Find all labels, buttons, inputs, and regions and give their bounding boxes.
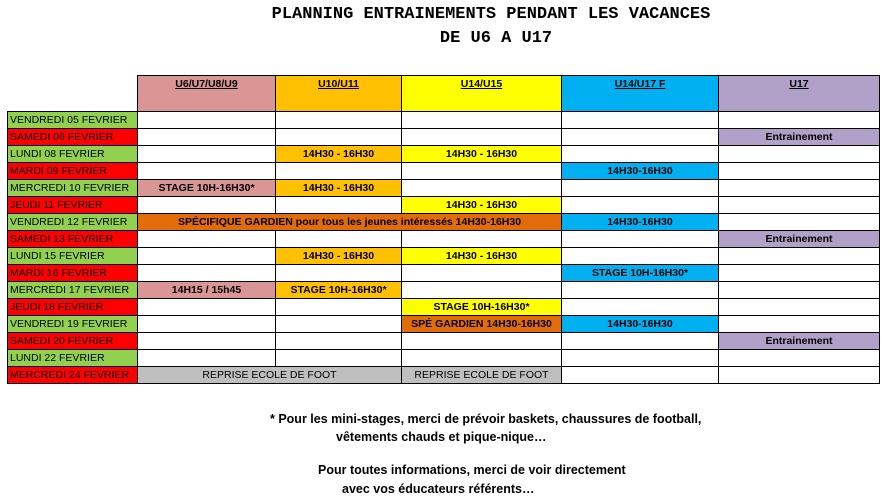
session-cell bbox=[562, 299, 719, 316]
table-row bbox=[8, 367, 880, 384]
session-cell bbox=[276, 129, 402, 146]
session-cell bbox=[402, 265, 562, 282]
session-cell bbox=[719, 180, 880, 197]
day-cell: JEUDI 11 FEVRIER bbox=[8, 197, 138, 214]
session-cell bbox=[138, 231, 276, 248]
session-cell bbox=[562, 248, 719, 265]
session-cell bbox=[276, 350, 402, 367]
session-cell bbox=[402, 163, 562, 180]
page-title: PLANNING ENTRAINEMENTS PENDANT LES VACANCES bbox=[271, 5, 711, 24]
session-cell bbox=[138, 350, 276, 367]
session-cell bbox=[719, 112, 880, 129]
session-cell bbox=[138, 163, 276, 180]
day-cell: VENDREDI 19 FEVRIER bbox=[8, 316, 138, 333]
session-cell-reprise: REPRISE ECOLE DE FOOT bbox=[402, 367, 562, 384]
col-header-u14-u17-f: U14/U17 F bbox=[562, 76, 719, 112]
day-cell: VENDREDI 05 FEVRIER bbox=[8, 112, 138, 129]
table-row bbox=[8, 333, 880, 350]
table-row bbox=[8, 265, 880, 282]
footer-note-stages: * Pour les mini-stages, merci de prévoir baskets, chaussures de football, bbox=[270, 412, 702, 426]
session-cell bbox=[719, 214, 880, 231]
day-cell: LUNDI 15 FEVRIER bbox=[8, 248, 138, 265]
table-row bbox=[8, 299, 880, 316]
session-cell bbox=[562, 231, 719, 248]
table-row bbox=[8, 180, 880, 197]
session-cell: 14H30 - 16H30 bbox=[276, 248, 402, 265]
day-cell: MERCREDI 10 FEVRIER bbox=[8, 180, 138, 197]
session-cell: STAGE 10H-16H30* bbox=[138, 180, 276, 197]
session-cell bbox=[719, 299, 880, 316]
session-cell bbox=[562, 350, 719, 367]
session-cell bbox=[138, 146, 276, 163]
session-cell bbox=[402, 180, 562, 197]
session-cell bbox=[138, 248, 276, 265]
session-cell bbox=[562, 333, 719, 350]
table-row bbox=[8, 112, 880, 129]
session-cell bbox=[562, 197, 719, 214]
table-row bbox=[8, 163, 880, 180]
session-cell: 14H30 - 16H30 bbox=[276, 146, 402, 163]
day-cell: MERCREDI 24 FEVRIER bbox=[8, 367, 138, 384]
session-cell bbox=[562, 282, 719, 299]
session-cell bbox=[719, 248, 880, 265]
session-cell bbox=[138, 197, 276, 214]
table-row bbox=[8, 197, 880, 214]
day-cell: MARDI 16 FEVRIER bbox=[8, 265, 138, 282]
session-cell: 14H15 / 15h45 bbox=[138, 282, 276, 299]
session-cell: Entrainement bbox=[719, 231, 880, 248]
header-corner bbox=[8, 76, 138, 112]
session-cell bbox=[562, 367, 719, 384]
table-row bbox=[8, 316, 880, 333]
day-cell: JEUDI 18 FEVRIER bbox=[8, 299, 138, 316]
session-cell bbox=[562, 146, 719, 163]
table-row bbox=[8, 248, 880, 265]
session-cell: STAGE 10H-16H30* bbox=[562, 265, 719, 282]
session-cell bbox=[138, 316, 276, 333]
session-cell bbox=[562, 129, 719, 146]
col-header-u17: U17 bbox=[719, 76, 880, 112]
session-cell-goalkeeper: SPÉ GARDIEN 14H30-16H30 bbox=[402, 316, 562, 333]
session-cell: 14H30-16H30 bbox=[562, 163, 719, 180]
session-cell bbox=[719, 197, 880, 214]
session-cell: 14H30-16H30 bbox=[562, 316, 719, 333]
session-cell-goalkeeper: SPÉCIFIQUE GARDIEN pour tous les jeunes intéressés 14H30-16H30 bbox=[138, 214, 562, 231]
session-cell bbox=[402, 231, 562, 248]
header-row bbox=[8, 76, 880, 112]
table-row bbox=[8, 129, 880, 146]
footer-note-stages-cont: vêtements chauds et pique-nique… bbox=[336, 430, 547, 444]
day-cell: SAMEDI 06 FEVRIER bbox=[8, 129, 138, 146]
session-cell: Entrainement bbox=[719, 129, 880, 146]
footer-note-info-cont: avec vos éducateurs référents… bbox=[342, 482, 535, 496]
session-cell bbox=[138, 112, 276, 129]
session-cell bbox=[276, 197, 402, 214]
session-cell bbox=[719, 146, 880, 163]
session-cell bbox=[719, 350, 880, 367]
session-cell: 14H30-16H30 bbox=[562, 214, 719, 231]
day-cell: SAMEDI 13 FEVRIER bbox=[8, 231, 138, 248]
session-cell bbox=[276, 333, 402, 350]
table-row bbox=[8, 282, 880, 299]
day-cell: SAMEDI 20 FEVRIER bbox=[8, 333, 138, 350]
session-cell bbox=[276, 231, 402, 248]
session-cell bbox=[719, 163, 880, 180]
day-cell: MARDI 09 FEVRIER bbox=[8, 163, 138, 180]
session-cell: 14H30 - 16H30 bbox=[276, 180, 402, 197]
session-cell bbox=[138, 129, 276, 146]
session-cell bbox=[402, 350, 562, 367]
session-cell bbox=[719, 265, 880, 282]
session-cell bbox=[402, 333, 562, 350]
session-cell-reprise: REPRISE ECOLE DE FOOT bbox=[138, 367, 402, 384]
session-cell bbox=[402, 129, 562, 146]
session-cell: 14H30 - 16H30 bbox=[402, 197, 562, 214]
session-cell bbox=[138, 265, 276, 282]
session-cell bbox=[276, 265, 402, 282]
session-cell: 14H30 - 16H30 bbox=[402, 248, 562, 265]
col-header-u6-u9: U6/U7/U8/U9 bbox=[138, 76, 276, 112]
session-cell bbox=[719, 282, 880, 299]
schedule-table bbox=[7, 75, 880, 384]
session-cell bbox=[138, 333, 276, 350]
session-cell bbox=[138, 299, 276, 316]
session-cell bbox=[402, 282, 562, 299]
session-cell bbox=[719, 367, 880, 384]
col-header-u10-u11: U10/U11 bbox=[276, 76, 402, 112]
table-row bbox=[8, 214, 880, 231]
table-row bbox=[8, 350, 880, 367]
session-cell bbox=[562, 112, 719, 129]
session-cell bbox=[276, 299, 402, 316]
day-cell: VENDREDI 12 FEVRIER bbox=[8, 214, 138, 231]
table-row bbox=[8, 146, 880, 163]
session-cell: STAGE 10H-16H30* bbox=[402, 299, 562, 316]
page-subtitle: DE U6 A U17 bbox=[439, 29, 553, 48]
session-cell bbox=[402, 112, 562, 129]
table-row bbox=[8, 231, 880, 248]
session-cell bbox=[276, 112, 402, 129]
session-cell bbox=[719, 316, 880, 333]
session-cell bbox=[276, 316, 402, 333]
day-cell: LUNDI 22 FEVRIER bbox=[8, 350, 138, 367]
session-cell: STAGE 10H-16H30* bbox=[276, 282, 402, 299]
day-cell: LUNDI 08 FEVRIER bbox=[8, 146, 138, 163]
session-cell: 14H30 - 16H30 bbox=[402, 146, 562, 163]
session-cell bbox=[562, 180, 719, 197]
day-cell: MERCREDI 17 FEVRIER bbox=[8, 282, 138, 299]
session-cell: Entrainement bbox=[719, 333, 880, 350]
session-cell bbox=[276, 163, 402, 180]
footer-note-info: Pour toutes informations, merci de voir directement bbox=[318, 463, 626, 477]
col-header-u14-u15: U14/U15 bbox=[402, 76, 562, 112]
